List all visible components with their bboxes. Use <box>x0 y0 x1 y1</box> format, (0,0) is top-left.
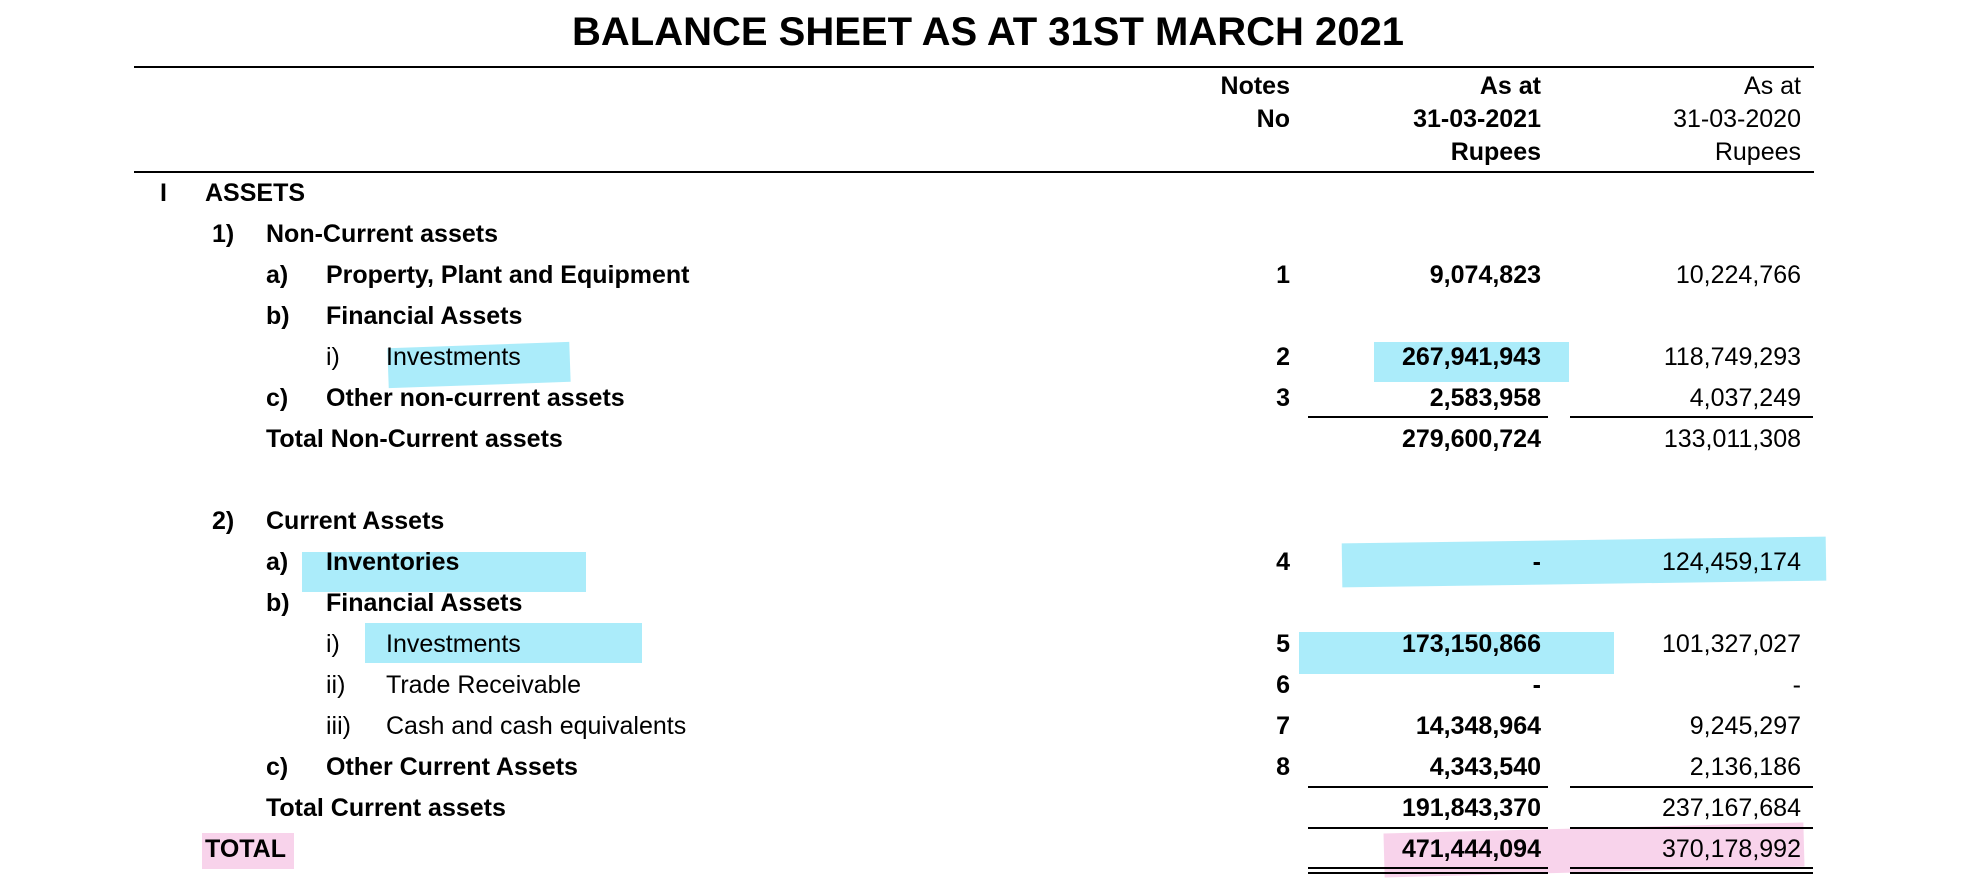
header-previous-year <box>1600 70 1801 169</box>
header-current-line2: 31-03-2021 <box>1413 105 1541 133</box>
total-double-rule-previous-2 <box>1570 872 1813 874</box>
total-top-rule-previous <box>1570 827 1813 829</box>
cash-label: Cash and cash equivalents <box>386 712 687 740</box>
current-fin-label: Financial Assets <box>326 589 523 617</box>
noncurrent-investments-note: 2 <box>1276 343 1290 371</box>
header-current-line3: Rupees <box>1450 138 1541 166</box>
current-total-current: 191,843,370 <box>1401 794 1541 822</box>
receivable-label: Trade Receivable <box>386 671 582 699</box>
ppe-label: Property, Plant and Equipment <box>326 261 690 289</box>
receivable-previous: - <box>1792 671 1801 699</box>
inventories-label: Inventories <box>326 548 460 576</box>
total-top-rule-current <box>1308 827 1548 829</box>
noncurrent-other-note: 3 <box>1276 384 1290 412</box>
current-total-previous: 237,167,684 <box>1661 794 1801 822</box>
cash-index: iii) <box>326 712 351 740</box>
cash-note: 7 <box>1276 712 1290 740</box>
inventories-index: a) <box>266 548 289 576</box>
header-notes-line2: No <box>1256 105 1290 133</box>
noncurrent-subtotal-rule-current <box>1308 416 1548 418</box>
current-investments-note: 5 <box>1276 630 1290 658</box>
header-current-line1: As at <box>1479 72 1541 100</box>
current-total-label: Total Current assets <box>266 794 506 822</box>
noncurrent-other-label: Other non-current assets <box>326 384 625 412</box>
header-previous-line3: Rupees <box>1714 138 1801 166</box>
noncurrent-other-previous: 4,037,249 <box>1689 384 1801 412</box>
current-other-current: 4,343,540 <box>1429 753 1541 781</box>
section-roman: I <box>160 179 167 207</box>
noncurrent-label: Non-Current assets <box>266 220 498 248</box>
noncurrent-subtotal-rule-previous <box>1570 416 1813 418</box>
noncurrent-other-current: 2,583,958 <box>1429 384 1541 412</box>
ppe-previous: 10,224,766 <box>1675 261 1801 289</box>
total-double-rule-current-1 <box>1308 867 1548 869</box>
ppe-current: 9,074,823 <box>1429 261 1541 289</box>
noncurrent-investments-index: i) <box>326 343 340 371</box>
noncurrent-other-index: c) <box>266 384 289 412</box>
current-other-note: 8 <box>1276 753 1290 781</box>
title-rule <box>134 66 1814 68</box>
grand-total-label: TOTAL <box>205 835 287 863</box>
noncurrent-investments-current: 267,941,943 <box>1401 343 1541 371</box>
page-title: BALANCE SHEET AS AT 31ST MARCH 2021 <box>572 10 1404 54</box>
noncurrent-total-previous: 133,011,308 <box>1663 425 1801 453</box>
header-rule <box>134 171 1814 173</box>
noncurrent-investments-label: Investments <box>386 343 521 371</box>
receivable-index: ii) <box>326 671 346 699</box>
inventories-note: 4 <box>1276 548 1290 576</box>
header-notes-line1: Notes <box>1220 72 1290 100</box>
noncurrent-investments-previous: 118,749,293 <box>1663 343 1801 371</box>
inventories-current: - <box>1532 548 1541 576</box>
header-previous-line1: As at <box>1744 72 1801 100</box>
total-double-rule-previous-1 <box>1570 867 1813 869</box>
current-other-label: Other Current Assets <box>326 753 578 781</box>
noncurrent-total-current: 279,600,724 <box>1401 425 1541 453</box>
noncurrent-num: 1) <box>212 220 235 248</box>
noncurrent-total-label: Total Non-Current assets <box>266 425 563 453</box>
current-subtotal-rule-current <box>1308 786 1548 788</box>
current-num: 2) <box>212 507 235 535</box>
current-investments-previous: 101,327,027 <box>1661 630 1801 658</box>
header-notes <box>1190 70 1290 136</box>
section-assets-label: ASSETS <box>205 179 306 207</box>
header-current-year <box>1340 70 1541 169</box>
ppe-index: a) <box>266 261 289 289</box>
current-investments-label: Investments <box>386 630 521 658</box>
receivable-note: 6 <box>1276 671 1290 699</box>
receivable-current: - <box>1532 671 1541 699</box>
cash-current: 14,348,964 <box>1415 712 1541 740</box>
inventories-previous: 124,459,174 <box>1661 548 1801 576</box>
header-previous-line2: 31-03-2020 <box>1673 105 1801 133</box>
current-fin-index: b) <box>266 589 290 617</box>
current-other-index: c) <box>266 753 289 781</box>
current-investments-current: 173,150,866 <box>1401 630 1541 658</box>
cash-previous: 9,245,297 <box>1689 712 1801 740</box>
grand-total-previous: 370,178,992 <box>1661 835 1801 863</box>
current-other-previous: 2,136,186 <box>1689 753 1801 781</box>
current-label: Current Assets <box>266 507 445 535</box>
noncurrent-fin-index: b) <box>266 302 290 330</box>
current-investments-index: i) <box>326 630 340 658</box>
current-subtotal-rule-previous <box>1570 786 1813 788</box>
grand-total-current: 471,444,094 <box>1401 835 1541 863</box>
noncurrent-fin-label: Financial Assets <box>326 302 523 330</box>
total-double-rule-current-2 <box>1308 872 1548 874</box>
ppe-note: 1 <box>1276 261 1290 289</box>
